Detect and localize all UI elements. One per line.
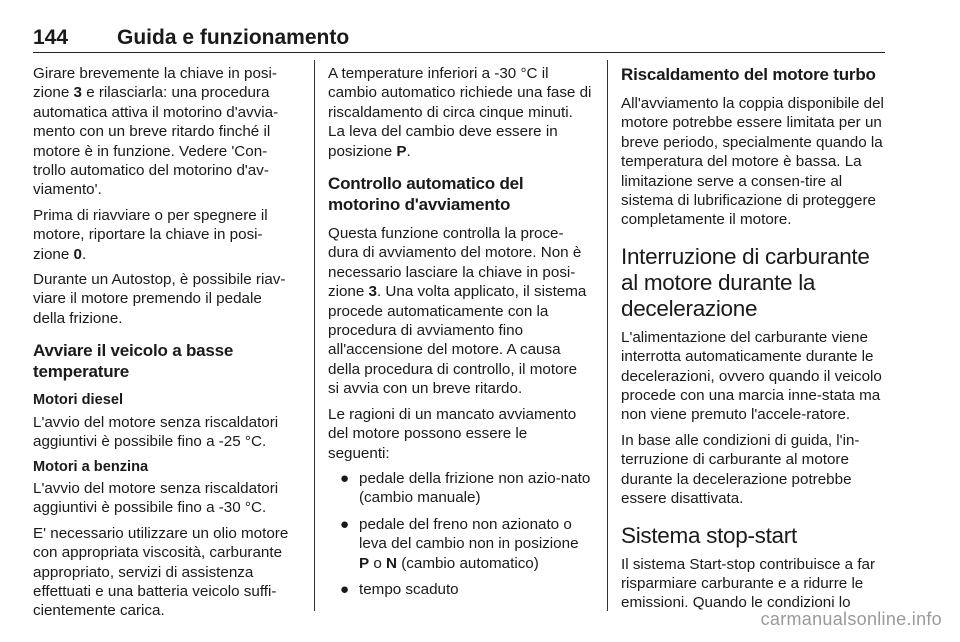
paragraph-petrol: L'avvio del motore senza riscaldatori aggiuntivi è possibile fino a -30 °C. (33, 479, 279, 517)
paragraph-fuel-cutoff-2: In base alle condizioni di guida, l'in-terruzione di carburante al motore durante la decelerazione potrebbe essere disattivata. (621, 431, 860, 508)
bullet-icon: ● (340, 515, 350, 533)
bullet-icon: ● (340, 469, 350, 487)
heading-petrol: Motori a benzina (33, 458, 149, 475)
page-number: 144 (33, 26, 69, 49)
heading-cold-start: Avviare il veicolo a basse temperature (33, 341, 234, 382)
paragraph-key-start: Girare brevemente la chiave in posi-zione 3 e rilasciarla: una procedura automatica attiva il motorino d'avvia-mento con un breve ritardo finché il motore è in funzione. Vedere 'Con-trollo automatico del motorino d'av-viamento'. (33, 65, 279, 199)
heading-auto-starter: Controllo automatico del motorino d'avviamento (328, 174, 524, 215)
paragraph-auto-starter: Questa funzione controlla la proce-dura di avviamento del motore. Non è necessario lasciare la chiave in posi-zione 3. Una volta applicato, il sistema procede automaticamente con la procedura di avviamento fino all'accensione del motore. A causa della procedura di controllo, il motore si avvia con un breve ritardo. (328, 225, 587, 398)
paragraph-restart: Prima di riavviare o per spegnere il motore, riportare la chiave in posi-zione 0. (33, 206, 268, 263)
heading-fuel-cutoff: Interruzione di carburante al motore durante la decelerazione (621, 243, 870, 321)
paragraph-autostop: Durante un Autostop, è possibile riav-viare il motore premendo il pedale della frizione. (33, 271, 286, 327)
list-item: ● tempo scaduto (340, 580, 459, 598)
watermark: carmanualsonline.info (760, 609, 942, 629)
list-item: ● pedale della frizione non azio-nato (cambio manuale) (340, 469, 591, 507)
paragraph-reasons: Le ragioni di un mancato avviamento del motore possono essere le seguenti: (328, 405, 577, 462)
column-2 (328, 64, 592, 606)
paragraph-fuel-cutoff-1: L'alimentazione del carburante viene interrotta automaticamente durante le decelerazioni, ovvero quando il veicolo procede con una marcia inne-stata ma non viene premuto l'accele-ratore. (621, 328, 882, 424)
list-item: ● pedale del freno non azionato o leva del cambio non in posizione P o N (cambio automatico) (340, 515, 579, 572)
reasons-list (328, 469, 592, 599)
column-1 (33, 64, 297, 627)
column-3 (621, 64, 885, 619)
bullet-icon: ● (340, 580, 350, 598)
paragraph-stop-start: Il sistema Start-stop contribuisce a far risparmiare carburante e a ridurre le emissioni. Quando le condizioni lo (621, 555, 876, 612)
page-header (33, 22, 885, 53)
heading-turbo: Riscaldamento del motore turbo (621, 65, 876, 84)
paragraph-diesel: L'avvio del motore senza riscaldatori aggiuntivi è possibile fino a -25 °C. (33, 413, 279, 451)
paragraph-turbo: All'avviamento la coppia disponibile del motore potrebbe essere limitata per un breve periodo, specialmente quando la temperatura del motore è bassa. La limitazione serve a consen-tire al sistema di lubrificazione di proteggere completamente il motore. (621, 95, 884, 229)
heading-stop-start: Sistema stop-start (621, 522, 797, 548)
paragraph-oil: E' necessario utilizzare un olio motore con appropriata viscosità, carburante appropriato, servizi di assistenza effettuati e una batteria veicolo suffi-cientemente carica. (33, 524, 289, 620)
column-divider-1 (314, 60, 315, 611)
chapter-title: Guida e funzionamento (117, 26, 350, 49)
paragraph-cold-automatic: A temperature inferiori a -30 °C il cambio automatico richiede una fase di riscaldamento di circa cinque minuti. La leva del cambio deve essere in posizione P. (328, 65, 592, 160)
column-divider-2 (607, 60, 608, 611)
heading-diesel: Motori diesel (33, 392, 124, 409)
